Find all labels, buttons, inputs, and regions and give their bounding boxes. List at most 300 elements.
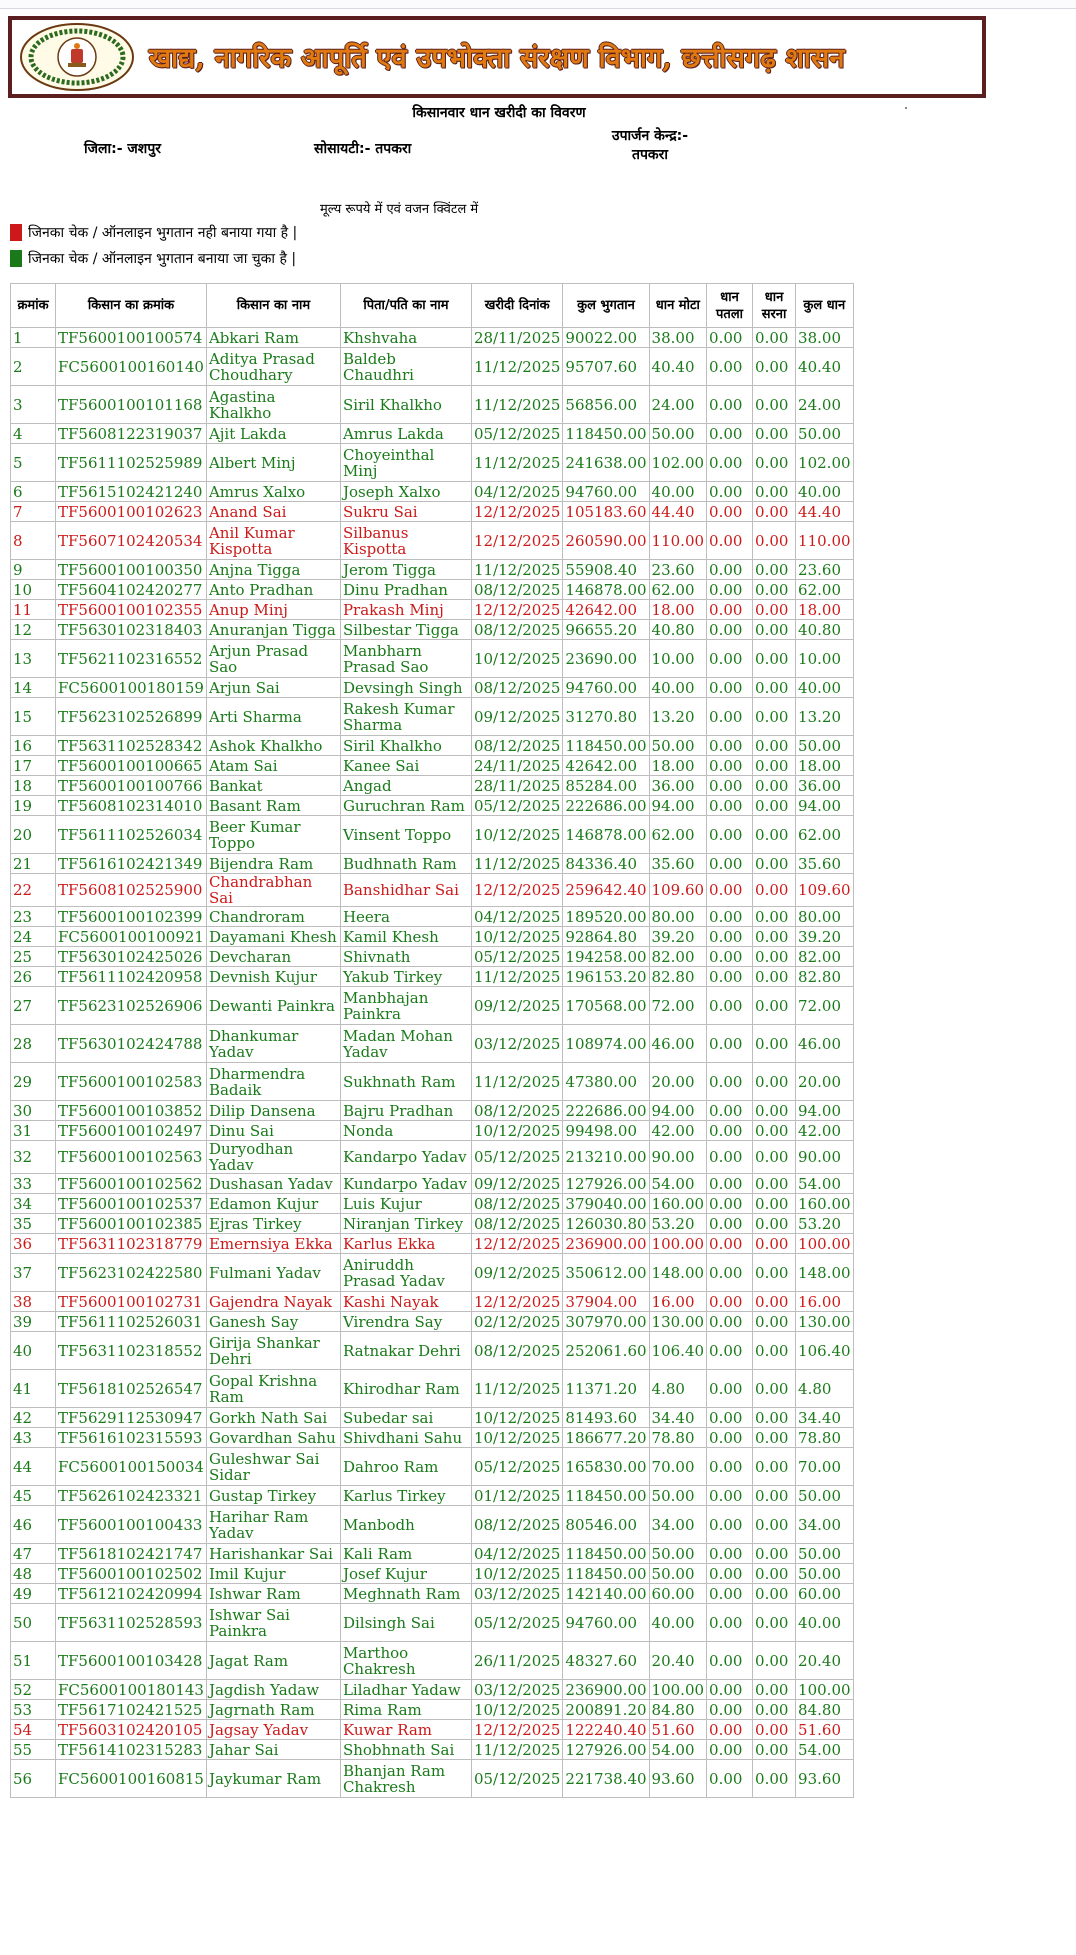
- cell-total-paddy: 51.60: [796, 1720, 854, 1740]
- cell-paddy-mota: 18.00: [649, 600, 707, 620]
- cell-father-name: Manbhajan Painkra: [340, 987, 471, 1025]
- cell-father-name: Marthoo Chakresh: [340, 1642, 471, 1680]
- cell-sn: 20: [11, 816, 56, 854]
- cell-father-name: Shivnath: [340, 947, 471, 967]
- cell-total-paddy: 94.00: [796, 1101, 854, 1121]
- cell-farmer-name: Jagdish Yadaw: [206, 1680, 340, 1700]
- cell-total-paddy: 50.00: [796, 1544, 854, 1564]
- cell-farmer-name: Govardhan Sahu: [206, 1428, 340, 1448]
- cell-paddy-sarna: 0.00: [753, 874, 796, 907]
- cell-sn: 53: [11, 1700, 56, 1720]
- cell-father-name: Siril Khalkho: [340, 386, 471, 424]
- cell-farmer-name: Aditya Prasad Choudhary: [206, 348, 340, 386]
- cell-paddy-patla: 0.00: [707, 1408, 753, 1428]
- table-row: [11, 1214, 854, 1234]
- cell-total-payment: 37904.00: [563, 1292, 649, 1312]
- cell-total-payment: 80546.00: [563, 1506, 649, 1544]
- cell-paddy-patla: 0.00: [707, 1564, 753, 1584]
- cell-father-name: Subedar sai: [340, 1408, 471, 1428]
- cell-farmer-id: FC5600100180143: [56, 1680, 207, 1700]
- cell-paddy-sarna: 0.00: [753, 1063, 796, 1101]
- cell-total-paddy: 148.00: [796, 1254, 854, 1292]
- cell-paddy-patla: 0.00: [707, 1720, 753, 1740]
- cell-total-paddy: 94.00: [796, 796, 854, 816]
- cell-total-paddy: 130.00: [796, 1312, 854, 1332]
- cell-total-paddy: 78.80: [796, 1428, 854, 1448]
- cell-farmer-name: Jagat Ram: [206, 1642, 340, 1680]
- cell-purchase-date: 05/12/2025: [471, 1760, 562, 1798]
- cell-total-paddy: 39.20: [796, 927, 854, 947]
- cell-total-payment: 90022.00: [563, 328, 649, 348]
- cell-total-payment: 127926.00: [563, 1740, 649, 1760]
- cell-purchase-date: 11/12/2025: [471, 1740, 562, 1760]
- cell-sn: 41: [11, 1370, 56, 1408]
- cell-sn: 42: [11, 1408, 56, 1428]
- cell-farmer-id: TF5600100103428: [56, 1642, 207, 1680]
- cell-farmer-id: TF5612102420994: [56, 1584, 207, 1604]
- cell-father-name: Khshvaha: [340, 328, 471, 348]
- cell-paddy-patla: 0.00: [707, 1760, 753, 1798]
- cell-father-name: Karlus Ekka: [340, 1234, 471, 1254]
- cell-paddy-patla: 0.00: [707, 1544, 753, 1564]
- cell-paddy-sarna: 0.00: [753, 386, 796, 424]
- cell-sn: 56: [11, 1760, 56, 1798]
- cell-farmer-id: TF5623102526906: [56, 987, 207, 1025]
- cell-paddy-mota: 35.60: [649, 854, 707, 874]
- cell-paddy-sarna: 0.00: [753, 1720, 796, 1740]
- cell-paddy-sarna: 0.00: [753, 1332, 796, 1370]
- cell-purchase-date: 02/12/2025: [471, 1312, 562, 1332]
- cell-purchase-date: 08/12/2025: [471, 1101, 562, 1121]
- cell-total-paddy: 10.00: [796, 640, 854, 678]
- cell-paddy-mota: 23.60: [649, 560, 707, 580]
- cell-farmer-id: TF5614102315283: [56, 1740, 207, 1760]
- cell-total-payment: 118450.00: [563, 1564, 649, 1584]
- cell-farmer-id: TF5600100100433: [56, 1506, 207, 1544]
- cell-father-name: Kanee Sai: [340, 756, 471, 776]
- cell-farmer-name: Anuranjan Tigga: [206, 620, 340, 640]
- cell-farmer-name: Girija Shankar Dehri: [206, 1332, 340, 1370]
- cell-farmer-name: Atam Sai: [206, 756, 340, 776]
- cell-paddy-mota: 94.00: [649, 796, 707, 816]
- cell-sn: 14: [11, 678, 56, 698]
- legend-unpaid: [10, 223, 297, 242]
- table-row: [11, 640, 854, 678]
- cell-paddy-mota: 4.80: [649, 1370, 707, 1408]
- cell-total-paddy: 20.40: [796, 1642, 854, 1680]
- cell-father-name: Joseph Xalxo: [340, 482, 471, 502]
- cell-paddy-sarna: 0.00: [753, 927, 796, 947]
- cell-father-name: Amrus Lakda: [340, 424, 471, 444]
- cell-sn: 48: [11, 1564, 56, 1584]
- cell-father-name: Bhanjan Ram Chakresh: [340, 1760, 471, 1798]
- table-row: [11, 1332, 854, 1370]
- cell-purchase-date: 11/12/2025: [471, 1063, 562, 1101]
- table-row: [11, 502, 854, 522]
- cell-paddy-sarna: 0.00: [753, 1101, 796, 1121]
- cell-farmer-name: Jahar Sai: [206, 1740, 340, 1760]
- cell-farmer-name: Jaykumar Ram: [206, 1760, 340, 1798]
- cell-father-name: Sukru Sai: [340, 502, 471, 522]
- cell-farmer-name: Basant Ram: [206, 796, 340, 816]
- cell-total-payment: 252061.60: [563, 1332, 649, 1370]
- cell-sn: 18: [11, 776, 56, 796]
- cell-paddy-mota: 72.00: [649, 987, 707, 1025]
- cell-purchase-date: 03/12/2025: [471, 1680, 562, 1700]
- cell-purchase-date: 12/12/2025: [471, 1234, 562, 1254]
- browser-top-strip: [0, 0, 1076, 9]
- cell-farmer-name: Dinu Sai: [206, 1121, 340, 1141]
- table-row: [11, 927, 854, 947]
- cell-total-payment: 127926.00: [563, 1174, 649, 1194]
- cell-sn: 1: [11, 328, 56, 348]
- cell-paddy-sarna: 0.00: [753, 640, 796, 678]
- table-row: [11, 1141, 854, 1174]
- cell-purchase-date: 09/12/2025: [471, 1174, 562, 1194]
- cell-purchase-date: 10/12/2025: [471, 1408, 562, 1428]
- cell-total-paddy: 50.00: [796, 1564, 854, 1584]
- cell-paddy-mota: 160.00: [649, 1194, 707, 1214]
- cell-paddy-sarna: 0.00: [753, 522, 796, 560]
- cell-sn: 26: [11, 967, 56, 987]
- cell-paddy-patla: 0.00: [707, 678, 753, 698]
- cell-paddy-mota: 70.00: [649, 1448, 707, 1486]
- table-row: [11, 1063, 854, 1101]
- cell-purchase-date: 05/12/2025: [471, 1448, 562, 1486]
- cell-total-payment: 236900.00: [563, 1234, 649, 1254]
- cell-father-name: Sukhnath Ram: [340, 1063, 471, 1101]
- cell-paddy-sarna: 0.00: [753, 1740, 796, 1760]
- cell-farmer-name: Agastina Khalkho: [206, 386, 340, 424]
- cell-paddy-sarna: 0.00: [753, 776, 796, 796]
- table-row: [11, 1194, 854, 1214]
- cell-paddy-mota: 38.00: [649, 328, 707, 348]
- cell-total-paddy: 34.40: [796, 1408, 854, 1428]
- cell-total-payment: 105183.60: [563, 502, 649, 522]
- cell-farmer-name: Amrus Xalxo: [206, 482, 340, 502]
- cell-total-paddy: 62.00: [796, 816, 854, 854]
- cell-total-payment: 31270.80: [563, 698, 649, 736]
- cell-father-name: Virendra Say: [340, 1312, 471, 1332]
- cell-paddy-sarna: 0.00: [753, 1121, 796, 1141]
- farmer-purchase-table: [10, 283, 854, 1798]
- cell-farmer-id: TF5611102526031: [56, 1312, 207, 1332]
- cell-father-name: Kali Ram: [340, 1544, 471, 1564]
- cell-total-payment: 108974.00: [563, 1025, 649, 1063]
- cell-father-name: Kuwar Ram: [340, 1720, 471, 1740]
- cell-farmer-name: Arjun Prasad Sao: [206, 640, 340, 678]
- cell-total-paddy: 160.00: [796, 1194, 854, 1214]
- cell-total-payment: 186677.20: [563, 1428, 649, 1448]
- cell-sn: 19: [11, 796, 56, 816]
- col-header-total-payment: कुल भुगतान: [563, 284, 649, 328]
- cell-total-payment: 307970.00: [563, 1312, 649, 1332]
- cell-sn: 3: [11, 386, 56, 424]
- cell-paddy-sarna: 0.00: [753, 816, 796, 854]
- cell-paddy-sarna: 0.00: [753, 907, 796, 927]
- cell-total-payment: 350612.00: [563, 1254, 649, 1292]
- cell-farmer-name: Harishankar Sai: [206, 1544, 340, 1564]
- cell-farmer-name: Dayamani Khesh: [206, 927, 340, 947]
- col-header-farmer-id: किसान का क्रमांक: [56, 284, 207, 328]
- cell-farmer-id: TF5617102421525: [56, 1700, 207, 1720]
- cell-total-paddy: 40.00: [796, 482, 854, 502]
- table-row: [11, 1370, 854, 1408]
- legend-unpaid-text: जिनका चेक / ऑनलाइन भुगतान नही बनाया गया है |: [28, 225, 298, 241]
- cell-paddy-sarna: 0.00: [753, 756, 796, 776]
- cell-farmer-id: TF5630102425026: [56, 947, 207, 967]
- cell-total-payment: 196153.20: [563, 967, 649, 987]
- cell-sn: 25: [11, 947, 56, 967]
- cell-total-payment: 222686.00: [563, 796, 649, 816]
- cell-sn: 8: [11, 522, 56, 560]
- cell-purchase-date: 10/12/2025: [471, 816, 562, 854]
- cell-father-name: Dahroo Ram: [340, 1448, 471, 1486]
- cell-farmer-id: TF5631102528342: [56, 736, 207, 756]
- cell-farmer-name: Edamon Kujur: [206, 1194, 340, 1214]
- cell-sn: 36: [11, 1234, 56, 1254]
- cell-farmer-name: Gajendra Nayak: [206, 1292, 340, 1312]
- cell-purchase-date: 12/12/2025: [471, 1292, 562, 1312]
- table-row: [11, 1408, 854, 1428]
- cell-father-name: Budhnath Ram: [340, 854, 471, 874]
- cell-paddy-sarna: 0.00: [753, 1214, 796, 1234]
- table-row: [11, 1292, 854, 1312]
- cell-purchase-date: 08/12/2025: [471, 580, 562, 600]
- cell-paddy-patla: 0.00: [707, 640, 753, 678]
- cell-total-payment: 42642.00: [563, 600, 649, 620]
- cell-sn: 54: [11, 1720, 56, 1740]
- table-row: [11, 424, 854, 444]
- table-row: [11, 1700, 854, 1720]
- cell-total-paddy: 93.60: [796, 1760, 854, 1798]
- table-row: [11, 987, 854, 1025]
- procurement-center: [590, 127, 710, 165]
- cell-total-payment: 47380.00: [563, 1063, 649, 1101]
- cell-father-name: Niranjan Tirkey: [340, 1214, 471, 1234]
- cell-total-payment: 118450.00: [563, 424, 649, 444]
- legend-paid-text: जिनका चेक / ऑनलाइन भुगतान बनाया जा चुका है |: [28, 251, 297, 267]
- table-row: [11, 1101, 854, 1121]
- cell-purchase-date: 01/12/2025: [471, 1486, 562, 1506]
- cell-paddy-sarna: 0.00: [753, 796, 796, 816]
- cell-paddy-patla: 0.00: [707, 560, 753, 580]
- cell-total-paddy: 35.60: [796, 854, 854, 874]
- cell-total-payment: 99498.00: [563, 1121, 649, 1141]
- col-header-total-paddy: कुल धान: [796, 284, 854, 328]
- legend-paid: [10, 249, 296, 268]
- cell-total-paddy: 40.00: [796, 678, 854, 698]
- cell-farmer-name: Guleshwar Sai Sidar: [206, 1448, 340, 1486]
- cell-farmer-id: TF5623102422580: [56, 1254, 207, 1292]
- cell-total-paddy: 16.00: [796, 1292, 854, 1312]
- cell-farmer-id: TF5616102421349: [56, 854, 207, 874]
- cell-total-paddy: 106.40: [796, 1332, 854, 1370]
- cell-paddy-patla: 0.00: [707, 600, 753, 620]
- cell-total-payment: 221738.40: [563, 1760, 649, 1798]
- cell-paddy-mota: 100.00: [649, 1234, 707, 1254]
- table-row: [11, 1544, 854, 1564]
- cell-paddy-patla: 0.00: [707, 854, 753, 874]
- cell-total-paddy: 36.00: [796, 776, 854, 796]
- cell-paddy-patla: 0.00: [707, 1101, 753, 1121]
- table-row: [11, 1312, 854, 1332]
- cell-farmer-name: Anjna Tigga: [206, 560, 340, 580]
- table-row: [11, 874, 854, 907]
- cell-purchase-date: 11/12/2025: [471, 444, 562, 482]
- table-row: [11, 816, 854, 854]
- cell-farmer-name: Gopal Krishna Ram: [206, 1370, 340, 1408]
- cell-total-paddy: 62.00: [796, 580, 854, 600]
- table-row: [11, 1604, 854, 1642]
- cell-paddy-sarna: 0.00: [753, 1486, 796, 1506]
- cell-farmer-name: Dilip Dansena: [206, 1101, 340, 1121]
- cell-farmer-name: Anup Minj: [206, 600, 340, 620]
- cell-sn: 22: [11, 874, 56, 907]
- cell-total-payment: 259642.40: [563, 874, 649, 907]
- cell-farmer-id: TF5600100101168: [56, 386, 207, 424]
- cell-total-payment: 122240.40: [563, 1720, 649, 1740]
- cell-paddy-patla: 0.00: [707, 1604, 753, 1642]
- cell-sn: 51: [11, 1642, 56, 1680]
- cell-purchase-date: 12/12/2025: [471, 522, 562, 560]
- cell-purchase-date: 10/12/2025: [471, 1700, 562, 1720]
- cell-purchase-date: 24/11/2025: [471, 756, 562, 776]
- cell-paddy-mota: 82.00: [649, 947, 707, 967]
- cell-paddy-sarna: 0.00: [753, 1292, 796, 1312]
- cell-farmer-id: FC5600100160815: [56, 1760, 207, 1798]
- cell-farmer-id: TF5600100102731: [56, 1292, 207, 1312]
- cell-paddy-sarna: 0.00: [753, 678, 796, 698]
- cell-father-name: Siril Khalkho: [340, 736, 471, 756]
- cell-paddy-patla: 0.00: [707, 1506, 753, 1544]
- cell-purchase-date: 08/12/2025: [471, 1506, 562, 1544]
- cell-paddy-patla: 0.00: [707, 907, 753, 927]
- cell-farmer-id: TF5608102314010: [56, 796, 207, 816]
- cell-father-name: Banshidhar Sai: [340, 874, 471, 907]
- cell-paddy-sarna: 0.00: [753, 1584, 796, 1604]
- cell-paddy-sarna: 0.00: [753, 854, 796, 874]
- cell-paddy-mota: 106.40: [649, 1332, 707, 1370]
- cell-purchase-date: 12/12/2025: [471, 600, 562, 620]
- cell-purchase-date: 28/11/2025: [471, 776, 562, 796]
- cell-sn: 5: [11, 444, 56, 482]
- cell-paddy-mota: 50.00: [649, 1564, 707, 1584]
- cell-paddy-mota: 34.00: [649, 1506, 707, 1544]
- cell-father-name: Jerom Tigga: [340, 560, 471, 580]
- cell-farmer-id: TF5600100102502: [56, 1564, 207, 1584]
- cell-total-paddy: 84.80: [796, 1700, 854, 1720]
- col-header-purchase-date: खरीदी दिनांक: [471, 284, 562, 328]
- cell-farmer-id: TF5608122319037: [56, 424, 207, 444]
- cell-father-name: Manbharn Prasad Sao: [340, 640, 471, 678]
- cell-total-paddy: 42.00: [796, 1121, 854, 1141]
- cell-purchase-date: 08/12/2025: [471, 1332, 562, 1370]
- cell-paddy-sarna: 0.00: [753, 1680, 796, 1700]
- cell-purchase-date: 08/12/2025: [471, 1194, 562, 1214]
- cell-paddy-mota: 84.80: [649, 1700, 707, 1720]
- cell-paddy-sarna: 0.00: [753, 580, 796, 600]
- cell-paddy-mota: 109.60: [649, 874, 707, 907]
- cell-paddy-sarna: 0.00: [753, 620, 796, 640]
- cell-total-payment: 142140.00: [563, 1584, 649, 1604]
- table-row: [11, 1720, 854, 1740]
- table-row: [11, 776, 854, 796]
- cell-paddy-sarna: 0.00: [753, 967, 796, 987]
- cell-paddy-mota: 16.00: [649, 1292, 707, 1312]
- cell-total-payment: 94760.00: [563, 1604, 649, 1642]
- cell-purchase-date: 11/12/2025: [471, 348, 562, 386]
- cell-farmer-id: TF5600100102355: [56, 600, 207, 620]
- cell-purchase-date: 11/12/2025: [471, 1370, 562, 1408]
- cell-paddy-mota: 20.00: [649, 1063, 707, 1101]
- cell-farmer-id: TF5611102420958: [56, 967, 207, 987]
- col-header-father-name: पिता/पति का नाम: [340, 284, 471, 328]
- cell-paddy-patla: 0.00: [707, 522, 753, 560]
- table-row: [11, 796, 854, 816]
- cell-total-paddy: 80.00: [796, 907, 854, 927]
- cell-total-payment: 118450.00: [563, 736, 649, 756]
- cell-farmer-id: FC5600100160140: [56, 348, 207, 386]
- cell-paddy-sarna: 0.00: [753, 1604, 796, 1642]
- cell-purchase-date: 11/12/2025: [471, 854, 562, 874]
- cell-sn: 16: [11, 736, 56, 756]
- table-row: [11, 1448, 854, 1486]
- cell-total-paddy: 18.00: [796, 600, 854, 620]
- cell-paddy-mota: 40.00: [649, 1604, 707, 1642]
- cell-farmer-id: TF5611102525989: [56, 444, 207, 482]
- cell-paddy-patla: 0.00: [707, 1740, 753, 1760]
- cell-paddy-sarna: 0.00: [753, 1025, 796, 1063]
- cell-purchase-date: 08/12/2025: [471, 736, 562, 756]
- cell-paddy-mota: 148.00: [649, 1254, 707, 1292]
- cell-farmer-name: Ganesh Say: [206, 1312, 340, 1332]
- cell-farmer-name: Duryodhan Yadav: [206, 1141, 340, 1174]
- cell-father-name: Liladhar Yadaw: [340, 1680, 471, 1700]
- cell-paddy-patla: 0.00: [707, 756, 753, 776]
- cell-farmer-name: Jagsay Yadav: [206, 1720, 340, 1740]
- cell-farmer-name: Anil Kumar Kispotta: [206, 522, 340, 560]
- cell-sn: 30: [11, 1101, 56, 1121]
- cell-sn: 6: [11, 482, 56, 502]
- cell-paddy-mota: 51.60: [649, 1720, 707, 1740]
- cell-father-name: Vinsent Toppo: [340, 816, 471, 854]
- cell-purchase-date: 10/12/2025: [471, 640, 562, 678]
- cell-paddy-patla: 0.00: [707, 874, 753, 907]
- cell-paddy-patla: 0.00: [707, 1680, 753, 1700]
- cell-sn: 12: [11, 620, 56, 640]
- cell-total-payment: 189520.00: [563, 907, 649, 927]
- cell-paddy-mota: 50.00: [649, 1486, 707, 1506]
- cell-purchase-date: 12/12/2025: [471, 874, 562, 907]
- cell-father-name: Luis Kujur: [340, 1194, 471, 1214]
- cell-farmer-id: TF5600100100665: [56, 756, 207, 776]
- cell-sn: 21: [11, 854, 56, 874]
- cell-farmer-id: FC5600100180159: [56, 678, 207, 698]
- cell-purchase-date: 05/12/2025: [471, 796, 562, 816]
- cell-paddy-patla: 0.00: [707, 620, 753, 640]
- district-label: जिला:- जशपुर: [84, 141, 162, 157]
- cell-father-name: Shobhnath Sai: [340, 1740, 471, 1760]
- cell-paddy-patla: 0.00: [707, 1584, 753, 1604]
- cell-sn: 11: [11, 600, 56, 620]
- cell-total-paddy: 24.00: [796, 386, 854, 424]
- cell-farmer-name: Dewanti Painkra: [206, 987, 340, 1025]
- cell-purchase-date: 26/11/2025: [471, 1642, 562, 1680]
- cell-sn: 29: [11, 1063, 56, 1101]
- table-row: [11, 756, 854, 776]
- table-row: [11, 1025, 854, 1063]
